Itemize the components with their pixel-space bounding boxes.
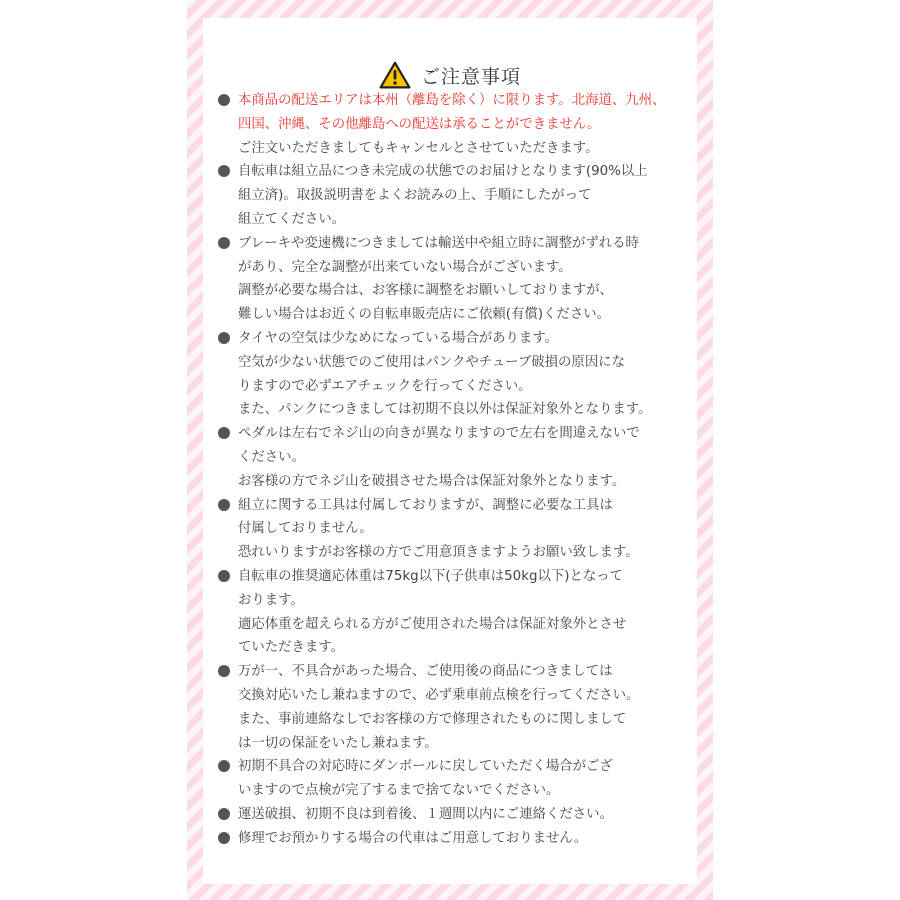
notice-line: 組立済)。取扱説明書をよくお読みの上、手順にしたがって — [238, 188, 592, 204]
notice-line: ご注文いただきましてもキャンセルとさせていただきます。 — [238, 140, 599, 156]
notice-card — [203, 18, 697, 884]
notice-line: お客様の方でネジ山を破損させた場合は保証対象外となります。 — [238, 473, 626, 489]
notice-line: 修理でお預かりする場合の代車はご用意しておりません。 — [238, 830, 587, 846]
notice-line: 空気が少ない状態でのご使用はパンクやチューブ破損の原因にな — [238, 354, 625, 370]
notice-header — [203, 58, 697, 92]
notice-item — [217, 827, 687, 851]
notice-item — [217, 232, 687, 327]
bullet-dot-icon — [218, 94, 230, 106]
notice-line: 自転車の推奨適応体重は75kg以下(子供車は50kg以下)となって — [238, 568, 624, 584]
bullet-dot-icon — [218, 808, 230, 820]
notice-list — [217, 89, 687, 851]
bullet-dot-icon — [218, 237, 230, 249]
bullet-dot-icon — [218, 570, 230, 582]
notice-line: おります。 — [238, 592, 304, 608]
notice-line: ブレーキや変速機につきましては輸送中や組立時に調整がずれる時 — [238, 235, 639, 251]
warning-triangle-icon — [379, 61, 411, 89]
bullet-dot-icon — [218, 499, 230, 511]
notice-line: 交換対応いたし兼ねますので、必ず乗車前点検を行ってください。 — [238, 687, 640, 703]
bullet-dot-icon — [218, 760, 230, 772]
notice-line: また、事前連絡なしでお客様の方で修理されたものに関しまして — [238, 711, 627, 727]
bullet-dot-icon — [218, 832, 230, 844]
bullet-dot-icon — [218, 427, 230, 439]
notice-line: りますので必ずエアチェックを行ってください。 — [238, 378, 532, 394]
notice-line: 組立に関する工具は付属しておりますが、調整に必要な工具は — [238, 497, 613, 513]
notice-item — [217, 327, 687, 422]
notice-line: また、パンクにつきましては初期不良以外は保証対象外となります。 — [238, 402, 652, 418]
bullet-dot-icon — [218, 165, 230, 177]
notice-line: ください。 — [238, 449, 305, 465]
notice-title: ご注意事項 — [420, 65, 521, 88]
notice-line: があり、完全な調整が出来ていない場合がございます。 — [238, 259, 572, 275]
notice-line: 初期不具合の対応時にダンボールに戻していただく場合がござ — [238, 759, 613, 775]
notice-line: 自転車は組立品につき未完成の状態でのお届けとなります(90%以上 — [238, 164, 648, 180]
notice-item — [217, 660, 687, 755]
notice-line: 組立てください。 — [238, 211, 346, 227]
notice-item — [217, 565, 687, 660]
notice-line: ペダルは左右でネジ山の向きが異なりますので左右を間違えないで — [238, 426, 640, 442]
bullet-dot-icon — [218, 665, 230, 677]
notice-warning-line: 四国、沖縄、その他離島への配送は承ることができません。 — [238, 116, 601, 132]
notice-line: 恐れいりますがお客様の方でご用意頂きますようお願い致します。 — [238, 545, 639, 561]
notice-item — [217, 494, 687, 565]
notice-warning-line: 本商品の配送エリアは本州（離島を除く）に限ります。北海道、九州、 — [238, 93, 666, 108]
notice-item — [217, 89, 687, 160]
notice-item — [217, 803, 687, 827]
notice-line: 万が一、不具合があった場合、ご使用後の商品につきましては — [238, 664, 613, 680]
notice-line: いますので点検が完了するまで捨てないでください。 — [238, 783, 560, 799]
notice-item — [217, 422, 687, 493]
notice-line: 適応体重を超えられる方がご使用された場合は保証対象外とさせ — [238, 616, 627, 632]
notice-line: は一切の保証をいたし兼ねます。 — [238, 735, 438, 751]
bullet-dot-icon — [218, 332, 230, 344]
notice-line: 付属しておりません。 — [238, 521, 373, 537]
notice-line: タイヤの空気は少なめになっている場合があります。 — [238, 330, 559, 346]
notice-line: ていただきます。 — [238, 640, 345, 656]
notice-line: 運送破損、初期不良は到着後、１週間以内にご連絡ください。 — [238, 806, 613, 822]
notice-item — [217, 160, 687, 231]
notice-item — [217, 755, 687, 803]
notice-line: 調整が必要な場合は、お客様に調整をお願いしておりますが、 — [238, 283, 613, 299]
notice-line: 難しい場合はお近くの自転車販売店にご依頼(有償)ください。 — [238, 307, 610, 323]
